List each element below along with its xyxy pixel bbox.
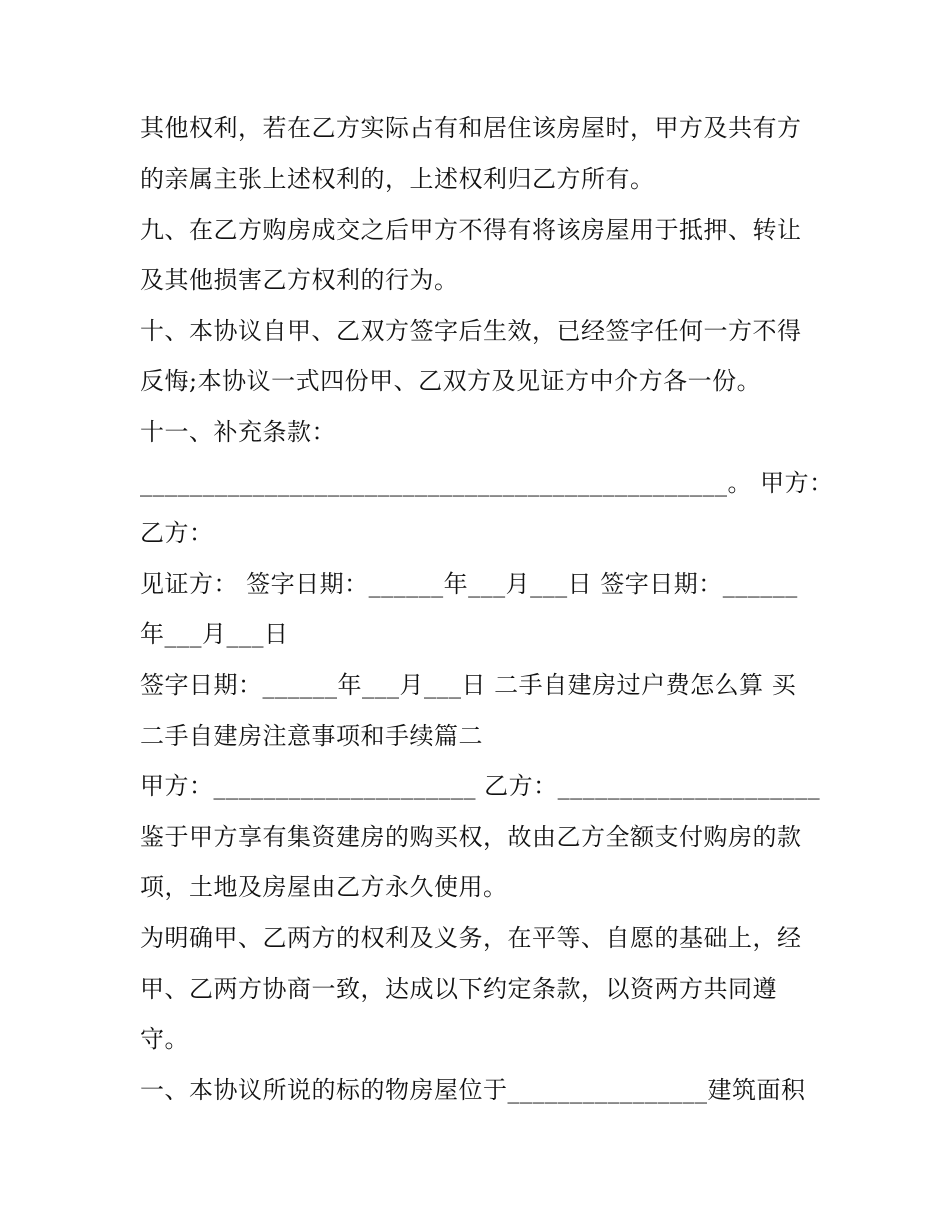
text-line: 十、本协议自甲、乙双方签字后生效，已经签字任何一方不得	[140, 317, 802, 345]
text-line: 十一、补充条款：	[140, 418, 336, 446]
text-line: 为明确甲、乙两方的权利及义务，在平等、自愿的基础上，经	[140, 924, 802, 952]
text-line: _______________________________________________。 甲方：	[140, 469, 834, 497]
text-line: 及其他损害乙方权利的行为。	[140, 266, 459, 294]
text-line: 一、本协议所说的标的物房屋位于________________建筑面积	[140, 1076, 806, 1104]
text-line: 鉴于甲方享有集资建房的购买权，故由乙方全额支付购房的款	[140, 823, 802, 851]
text-line: 年___月___日	[140, 620, 289, 648]
text-line: 的亲属主张上述权利的，上述权利归乙方所有。	[140, 165, 655, 193]
text-line: 甲方：_____________________ 乙方：_____________________	[140, 772, 821, 800]
text-line: 甲、乙两方协商一致，达成以下约定条款，以资两方共同遵	[140, 975, 777, 1003]
text-line: 签字日期：______年___月___日 二手自建房过户费怎么算 买	[140, 671, 797, 699]
text-line: 其他权利，若在乙方实际占有和居住该房屋时，甲方及共有方	[140, 114, 802, 142]
text-line: 九、在乙方购房成交之后甲方不得有将该房屋用于抵押、转让	[140, 216, 802, 244]
text-line: 项，土地及房屋由乙方永久使用。	[140, 873, 508, 901]
text-line: 见证方： 签字日期：______年___月___日 签字日期：______	[140, 570, 798, 598]
text-line: 反悔;本协议一式四份甲、乙双方及见证方中介方各一份。	[140, 367, 762, 395]
text-line: 二手自建房注意事项和手续篇二	[140, 722, 483, 750]
text-line: 守。	[140, 1025, 189, 1053]
text-line: 乙方：	[140, 519, 214, 547]
